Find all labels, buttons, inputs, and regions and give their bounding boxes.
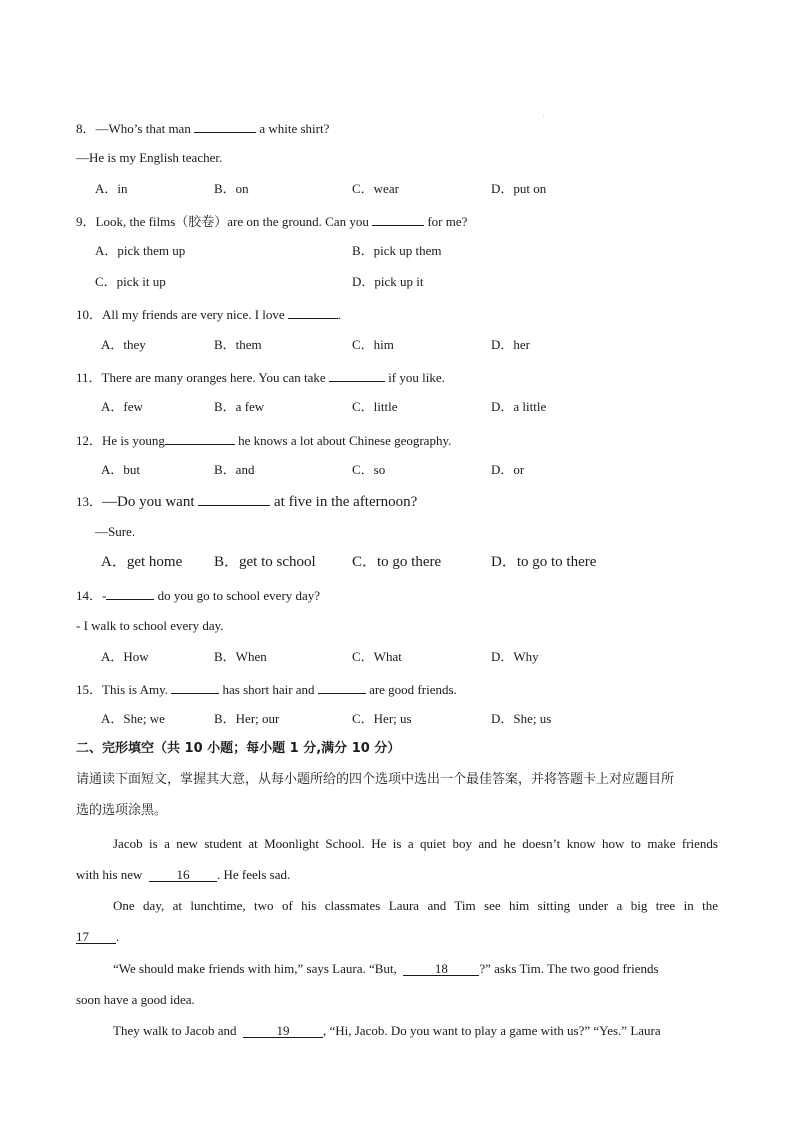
- passage-p3-line2: soon have a good idea.: [76, 992, 195, 1007]
- question-13-stem: [76, 493, 417, 510]
- option-b: B．a few: [214, 399, 265, 414]
- question-15-stem: [76, 681, 457, 696]
- stem-text: This is Amy.: [102, 682, 172, 697]
- passage-text: They walk to Jacob and: [113, 1023, 240, 1038]
- passage-p4-line1: [113, 1024, 718, 1038]
- option-c: C．to go there: [352, 554, 442, 570]
- option-d: D．her: [491, 337, 530, 352]
- scan-mark: :: [543, 114, 545, 119]
- cloze-blank-18: 18: [403, 962, 479, 976]
- option-b: B．When: [214, 649, 267, 664]
- passage-text: . He feels sad.: [216, 867, 291, 882]
- stem-text: he knows a lot about Chinese geography.: [234, 433, 452, 448]
- option-d: D．to go to there: [491, 554, 597, 570]
- stem-text: has short hair and: [219, 682, 318, 697]
- question-number: 13．: [76, 494, 103, 509]
- option-c: C．What: [352, 649, 402, 664]
- answer-blank: [288, 306, 338, 319]
- option-b: B．on: [214, 181, 249, 196]
- option-c: C．little: [352, 399, 398, 414]
- question-number: 11．: [76, 370, 102, 385]
- option-a: A．in: [95, 181, 128, 196]
- answer-blank: [318, 681, 366, 694]
- stem-text: .: [337, 307, 342, 322]
- stem-text: at five in the afternoon?: [270, 494, 418, 510]
- question-10-stem: [76, 306, 341, 321]
- section-heading: 二、完形填空（共 10 小题；每小题 1 分,满分 10 分）: [76, 741, 401, 756]
- option-c: C．Her; us: [352, 711, 412, 726]
- option-a: A．How: [101, 649, 149, 664]
- option-a: A．they: [101, 337, 146, 352]
- answer-blank: [194, 120, 256, 133]
- stem-text: do you go to school every day?: [154, 588, 321, 603]
- passage-text: with his new: [76, 867, 146, 882]
- answer-blank: [329, 369, 385, 382]
- stem-text: if you like.: [384, 370, 445, 385]
- section-instruction-line1: 请通读下面短文，掌握其大意，从每小题所给的四个选项中选出一个最佳答案，并将答题卡上对应题目所: [76, 772, 675, 787]
- question-9-stem: [76, 213, 467, 228]
- answer-blank: [165, 432, 235, 445]
- passage-text: “We should make friends with him,” says Laura. “But,: [113, 961, 401, 976]
- question-number: 14．: [76, 588, 103, 603]
- stem-text: —Do you want: [102, 494, 199, 510]
- passage-p3-line1: [113, 962, 718, 976]
- question-8-reply: —He is my English teacher.: [76, 150, 223, 165]
- section-instruction-line2: 选的选项涂黑。: [76, 803, 168, 818]
- stem-text: for me?: [424, 214, 468, 229]
- question-number: 15．: [76, 682, 103, 697]
- question-14-stem: [76, 587, 320, 602]
- option-a: A．She; we: [101, 711, 165, 726]
- answer-blank: [372, 213, 424, 226]
- option-b: B．get to school: [214, 554, 316, 570]
- answer-blank: [198, 493, 270, 506]
- question-8-stem: [76, 120, 329, 135]
- option-c: C．him: [352, 337, 394, 352]
- question-number: 12．: [76, 433, 103, 448]
- stem-text: He is young: [102, 433, 165, 448]
- question-number: 10．: [76, 307, 103, 322]
- option-d: D．Why: [491, 649, 539, 664]
- passage-p2-line2: [76, 930, 119, 944]
- cloze-blank-19: 19: [243, 1024, 323, 1038]
- answer-blank: [171, 681, 219, 694]
- option-c: C．pick it up: [95, 274, 166, 289]
- option-d: D．pick up it: [352, 274, 424, 289]
- option-c: C．wear: [352, 181, 399, 196]
- cloze-blank-16: 16: [149, 868, 217, 882]
- option-d: D．She; us: [491, 711, 552, 726]
- cloze-blank-17: 17: [76, 930, 116, 944]
- option-a: A．few: [101, 399, 143, 414]
- question-number: 8．: [76, 121, 96, 136]
- stem-text: Look, the films（胶卷）are on the ground. Can you: [95, 214, 373, 229]
- stem-text: —Who’s that man: [95, 121, 195, 136]
- option-b: B．Her; our: [214, 711, 280, 726]
- passage-p2-line1: One day, at lunchtime, two of his classmates Laura and Tim see him sitting under a big tree in the: [113, 898, 718, 913]
- passage-text: ?” asks Tim. The two good friends: [479, 961, 659, 976]
- option-c: C．so: [352, 462, 386, 477]
- option-d: D．put on: [491, 181, 547, 196]
- option-d: D．or: [491, 462, 525, 477]
- option-d: D．a little: [491, 399, 547, 414]
- stem-text: -: [102, 588, 107, 603]
- option-b: B．pick up them: [352, 243, 442, 258]
- passage-p1-line1: Jacob is a new student at Moonlight School. He is a quiet boy and he doesn’t know how to make friends: [113, 836, 718, 851]
- stem-text: All my friends are very nice. I love: [102, 307, 288, 322]
- stem-text: a white shirt?: [256, 121, 330, 136]
- option-a: A．but: [101, 462, 141, 477]
- stem-text: are good friends.: [365, 682, 457, 697]
- question-number: 9．: [76, 214, 96, 229]
- option-b: B．and: [214, 462, 255, 477]
- stem-text: There are many oranges here. You can take: [101, 370, 329, 385]
- passage-p1-line2: [76, 868, 290, 882]
- question-14-reply: - I walk to school every day.: [76, 618, 224, 633]
- passage-text: , “Hi, Jacob. Do you want to play a game with us?” “Yes.” Laura: [322, 1023, 661, 1038]
- option-a: A．get home: [101, 554, 183, 570]
- passage-text: .: [116, 929, 120, 944]
- question-12-stem: [76, 432, 451, 447]
- option-a: A．pick them up: [95, 243, 186, 258]
- option-b: B．them: [214, 337, 262, 352]
- question-11-stem: [76, 369, 445, 384]
- question-13-reply: —Sure.: [95, 524, 136, 539]
- answer-blank: [106, 587, 154, 600]
